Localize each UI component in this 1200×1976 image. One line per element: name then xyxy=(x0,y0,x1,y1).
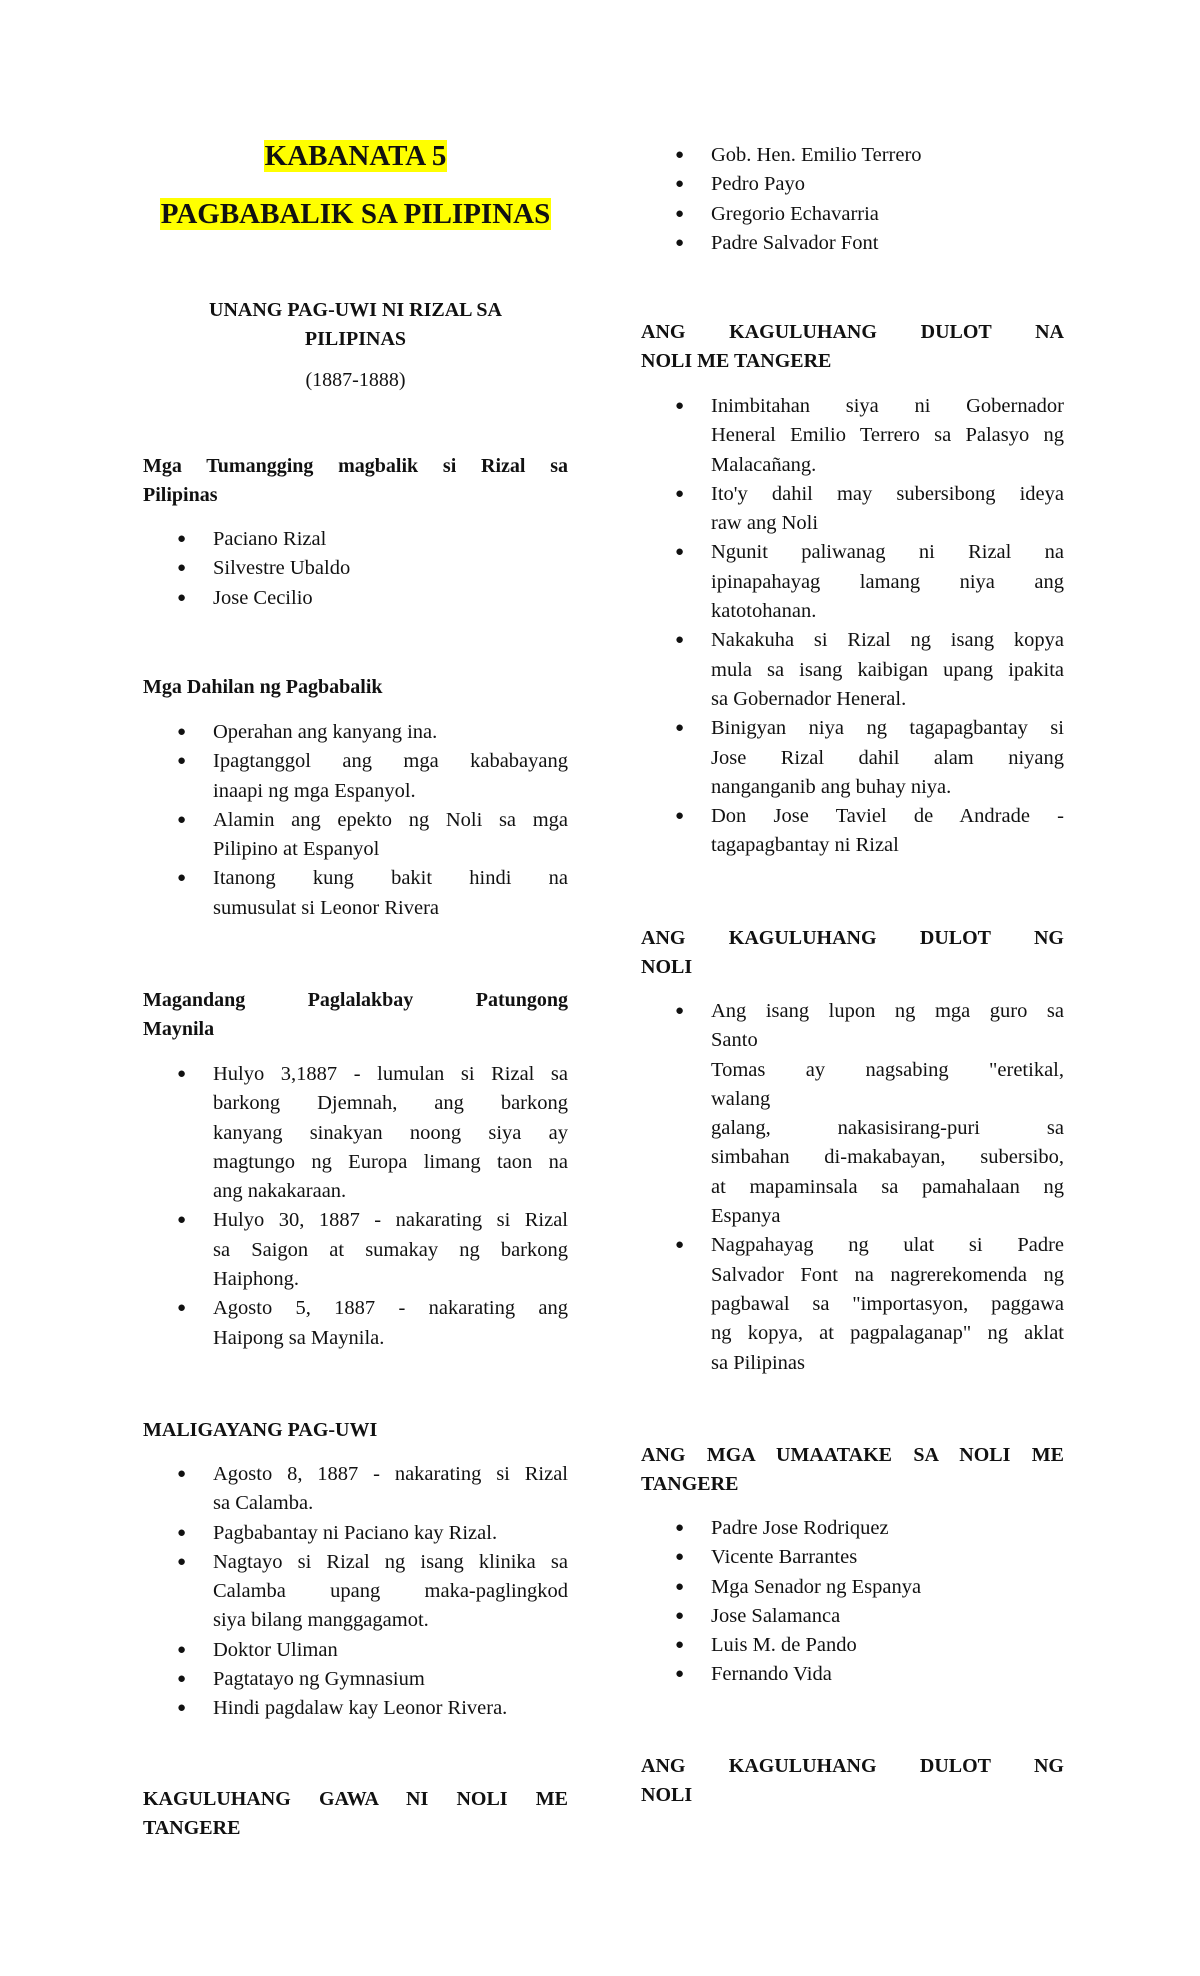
list-maligayang xyxy=(143,1460,568,1724)
list-item: ● Silvestre Ubaldo xyxy=(143,554,568,583)
list-item: ● Hindi pagdalaw kay Leonor Rivera. xyxy=(143,1694,568,1723)
bullet-icon: ● xyxy=(675,1607,685,1624)
bullet-icon: ● xyxy=(177,1300,187,1317)
list-item: ● Alamin ang epekto ng Noli sa mga Pilipino at Espanyol xyxy=(143,806,568,865)
list-item: ● Jose Cecilio xyxy=(143,584,568,613)
bullet-icon: ● xyxy=(177,1671,187,1688)
section-title-line1: UNANG PAG-UWI NI RIZAL SA xyxy=(209,299,502,321)
list-item: ● Vicente Barrantes xyxy=(641,1543,1064,1572)
list-umaatake xyxy=(641,1514,1064,1690)
heading-dahilan xyxy=(143,673,568,702)
bullet-icon: ● xyxy=(675,544,685,561)
heading-kaguluhang-gawa xyxy=(143,1785,568,1843)
bullet-icon: ● xyxy=(177,1553,187,1570)
list-item: ● Don Jose Taviel de Andrade - tagapagbantay ni Rizal xyxy=(641,802,1064,861)
bullet-icon: ● xyxy=(675,147,685,163)
bullet-icon: ● xyxy=(177,1212,187,1229)
list-item: ● Agosto 8, 1887 - nakarating si Rizal sa Calamba. xyxy=(143,1460,568,1519)
bullet-icon: ● xyxy=(675,1237,685,1254)
heading-line: ANG KAGULUHANG DULOT NG xyxy=(641,1755,1064,1777)
bullet-icon: ● xyxy=(675,1520,685,1536)
section-years: (1887-1888) xyxy=(305,369,406,391)
heading-tumangging xyxy=(143,452,568,510)
list-item: ● Gregorio Echavarria xyxy=(641,200,1064,229)
list-item: ● Hulyo 30, 1887 - nakarating si Rizal sa Saigon at sumakay ng barkong Haiphong. xyxy=(143,1206,568,1294)
list-item: ● Jose Salamanca xyxy=(641,1602,1064,1631)
list-item: ● Pagtatayo ng Gymnasium xyxy=(143,1665,568,1694)
heading-line: NOLI xyxy=(641,1784,693,1806)
list-paglalakbay xyxy=(143,1060,568,1353)
section-title-line2: PILIPINAS xyxy=(304,328,407,350)
heading-line: NOLI xyxy=(641,956,693,978)
list-item: ● Ang isang lupon ng mga guro sa Santo Tomas ay nagsabing "eretikal, walang galang, nakasisirang-puri sa simbahan di-makabayan, subersibo, at mapaminsala sa pamahalaan ng Espanya xyxy=(641,997,1064,1231)
list-item: ● Padre Salvador Font xyxy=(641,229,1064,258)
list-item: ● Fernando Vida xyxy=(641,1660,1064,1689)
bullet-icon: ● xyxy=(177,589,187,606)
list-item: ● Hulyo 3,1887 - lumulan si Rizal sa barkong Djemnah, ang barkong kanyang sinakyan noong siya ay magtungo ng Europa limang taon na ang nakakaraan. xyxy=(143,1060,568,1206)
list-item: ● Nagtayo si Rizal ng isang klinika sa Calamba upang maka-paglingkod siya bilang manggagamot. xyxy=(143,1548,568,1636)
bullet-icon: ● xyxy=(177,1524,187,1541)
list-item: ● Paciano Rizal xyxy=(143,525,568,554)
list-item: ● Luis M. de Pando xyxy=(641,1631,1064,1660)
list-item: ● Inimbitahan siya ni Gobernador Heneral Emilio Terrero sa Palasyo ng Malacañang. xyxy=(641,392,1064,480)
heading-line: Mga Tumangging magbalik si Rizal sa xyxy=(143,455,568,477)
list-item: ● Itanong kung bakit hindi na sumusulat si Leonor Rivera xyxy=(143,864,568,923)
bullet-icon: ● xyxy=(177,753,187,770)
heading-maligayang xyxy=(143,1416,568,1445)
list-item: ● Ito'y dahil may subersibong ideya raw ang Noli xyxy=(641,480,1064,539)
list-item: ● Mga Senador ng Espanya xyxy=(641,1573,1064,1602)
heading-line: Maynila xyxy=(143,1018,215,1040)
bullet-icon: ● xyxy=(675,1578,685,1595)
bullet-icon: ● xyxy=(177,870,187,887)
heading-line: KAGULUHANG GAWA NI NOLI ME xyxy=(143,1788,568,1810)
heading-umaatake xyxy=(641,1441,1064,1499)
list-item: ● Binigyan niya ng tagapagbantay si Jose Rizal dahil alam niyang nanganganib ang buhay niya. xyxy=(641,714,1064,802)
list-item: ● Doktor Uliman xyxy=(143,1636,568,1665)
bullet-icon: ● xyxy=(675,1003,685,1019)
heading-line: Mga Dahilan ng Pagbabalik xyxy=(143,676,383,698)
list-dulot-ng xyxy=(641,997,1064,1378)
heading-paglalakbay xyxy=(143,986,568,1044)
bullet-icon: ● xyxy=(675,234,685,251)
chapter-title-text: KABANATA 5 xyxy=(264,140,447,172)
bullet-icon: ● xyxy=(675,632,685,649)
heading-dulot-ng-1 xyxy=(641,924,1064,982)
bullet-icon: ● xyxy=(675,1549,685,1566)
list-item: ● Nagpahayag ng ulat si Padre Salvador Font na nagrerekomenda ng pagbawal sa "importasyon, paggawa ng kopya, at pagpalaganap" ng aklat sa Pilipinas xyxy=(641,1231,1064,1377)
heading-line: MALIGAYANG PAG-UWI xyxy=(143,1419,378,1441)
heading-line: ANG KAGULUHANG DULOT NG xyxy=(641,927,1064,949)
list-item: ● Padre Jose Rodriquez xyxy=(641,1514,1064,1543)
list-item: ● Pagbabantay ni Paciano kay Rizal. xyxy=(143,1519,568,1548)
list-item: ● Ngunit paliwanag ni Rizal na ipinapahayag lamang niya ang katotohanan. xyxy=(641,538,1064,626)
bullet-icon: ● xyxy=(675,1666,685,1683)
chapter-subtitle-text: PAGBABALIK SA PILIPINAS xyxy=(160,198,551,230)
heading-line: ANG KAGULUHANG DULOT NA xyxy=(641,321,1064,343)
bullet-icon: ● xyxy=(177,1700,187,1717)
list-dulot-na xyxy=(641,392,1064,861)
bullet-icon: ● xyxy=(675,485,685,502)
list-item: ● Ipagtanggol ang mga kababayang inaapi ng mga Espanyol. xyxy=(143,747,568,806)
heading-line: TANGERE xyxy=(641,1473,739,1495)
heading-line: NOLI ME TANGERE xyxy=(641,350,832,372)
list-tumangging xyxy=(143,525,568,613)
list-item: ● Agosto 5, 1887 - nakarating ang Haipong sa Maynila. xyxy=(143,1294,568,1353)
heading-line: Magandang Paglalakbay Patungong xyxy=(143,989,568,1011)
bullet-icon: ● xyxy=(675,720,685,737)
bullet-icon: ● xyxy=(675,808,685,825)
bullet-icon: ● xyxy=(675,205,685,222)
bullet-icon: ● xyxy=(177,1066,187,1082)
chapter-title xyxy=(143,138,568,174)
heading-dulot-ng-2 xyxy=(641,1752,1064,1810)
list-dahilan xyxy=(143,718,568,923)
bullet-icon: ● xyxy=(675,398,685,414)
bullet-icon: ● xyxy=(177,1641,187,1658)
bullet-icon: ● xyxy=(177,1466,187,1482)
bullet-icon: ● xyxy=(177,560,187,577)
list-item: ● Operahan ang kanyang ina. xyxy=(143,718,568,747)
heading-dulot-na xyxy=(641,318,1064,376)
bullet-icon: ● xyxy=(177,724,187,740)
bullet-icon: ● xyxy=(675,1637,685,1654)
heading-line: TANGERE xyxy=(143,1817,241,1839)
bullet-icon: ● xyxy=(177,531,187,547)
list-item: ● Nakakuha si Rizal ng isang kopya mula sa isang kaibigan upang ipakita sa Gobernador Heneral. xyxy=(641,626,1064,714)
list-officials xyxy=(641,141,1064,258)
bullet-icon: ● xyxy=(675,176,685,193)
heading-line: ANG MGA UMAATAKE SA NOLI ME xyxy=(641,1444,1064,1466)
list-item: ● Gob. Hen. Emilio Terrero xyxy=(641,141,1064,170)
list-item: ● Pedro Payo xyxy=(641,170,1064,199)
bullet-icon: ● xyxy=(177,811,187,828)
chapter-subtitle xyxy=(143,196,568,232)
heading-line: Pilipinas xyxy=(143,484,218,506)
